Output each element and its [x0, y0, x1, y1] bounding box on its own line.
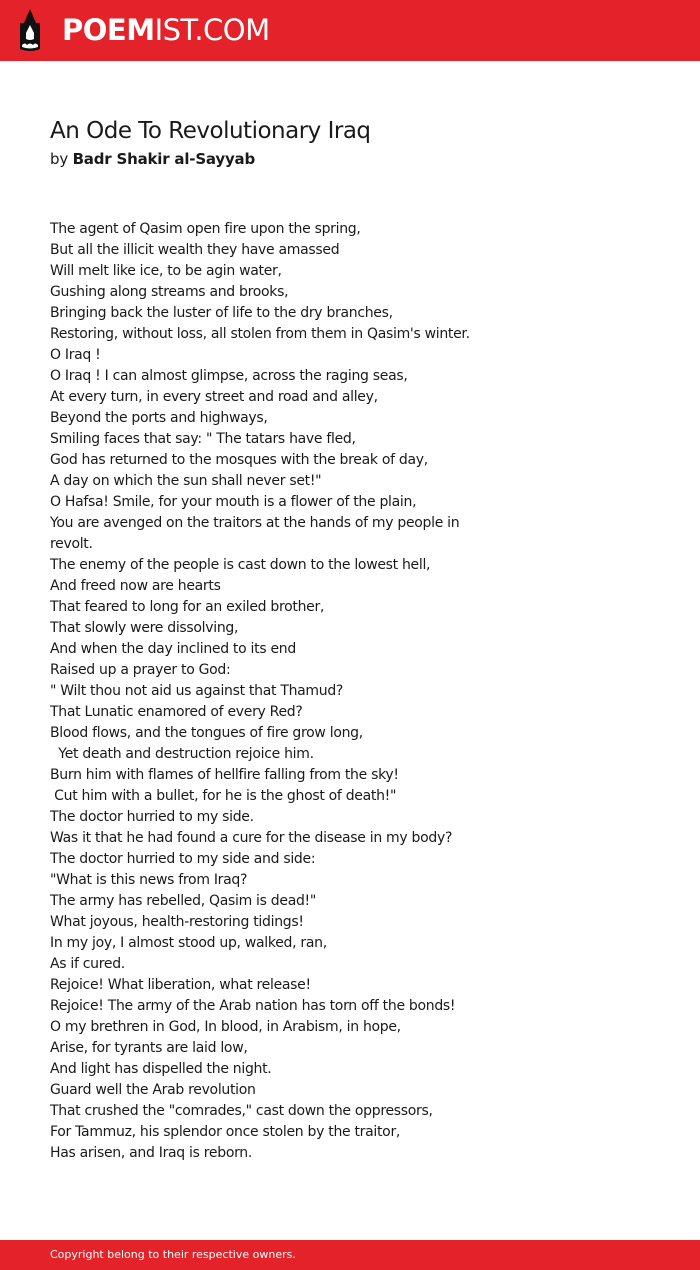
site-logo[interactable]: [62, 12, 270, 48]
poem-line: Burn him with flames of hellfire falling from the sky!: [50, 767, 399, 783]
poem-line: But all the illicit wealth they have amassed: [50, 242, 340, 258]
poem-line: Beyond the ports and highways,: [50, 410, 268, 426]
poem-line: " Wilt thou not aid us against that Thamud?: [50, 683, 344, 699]
poem-line: O Iraq !: [50, 347, 101, 363]
poem-line: Arise, for tyrants are laid low,: [50, 1040, 248, 1056]
site-header: [0, 0, 700, 61]
poem-line: Raised up a prayer to God:: [50, 662, 231, 678]
brand-bold: POEM: [62, 13, 155, 47]
poem-author: Badr Shakir al-Sayyab: [72, 150, 255, 168]
poem-line: That crushed the "comrades," cast down the oppressors,: [50, 1103, 433, 1119]
poem-line: Has arisen, and Iraq is reborn.: [50, 1145, 253, 1161]
poem-body: [50, 219, 650, 1164]
poem-line: O Hafsa! Smile, for your mouth is a flower of the plain,: [50, 494, 417, 510]
poem-line: For Tammuz, his splendor once stolen by the traitor,: [50, 1124, 401, 1140]
poem-line: At every turn, in every street and road and alley,: [50, 389, 378, 405]
poem-line: "What is this news from Iraq?: [50, 872, 248, 888]
poem-title: An Ode To Revolutionary Iraq: [50, 118, 371, 144]
poem-line: What joyous, health-restoring tidings!: [50, 914, 304, 930]
poem-line: Blood flows, and the tongues of fire grow long,: [50, 725, 363, 741]
by-label: by: [50, 150, 68, 168]
poem-line: That slowly were dissolving,: [50, 620, 239, 636]
poem-line: That feared to long for an exiled brother,: [50, 599, 325, 615]
poem-line: Bringing back the luster of life to the dry branches,: [50, 305, 393, 321]
poem-line: O Iraq ! I can almost glimpse, across the raging seas,: [50, 368, 408, 384]
poem-line: And light has dispelled the night.: [50, 1061, 272, 1077]
poem-line: O my brethren in God, In blood, in Arabism, in hope,: [50, 1019, 401, 1035]
poem-line: And when the day inclined to its end: [50, 641, 296, 657]
poem-line: Was it that he had found a cure for the disease in my body?: [50, 830, 453, 846]
poem-line: The doctor hurried to my side and side:: [50, 851, 316, 867]
poem-line: That Lunatic enamored of every Red?: [50, 704, 303, 720]
poem-line: You are avenged on the traitors at the hands of my people in: [50, 515, 460, 531]
poem-line: The agent of Qasim open fire upon the spring,: [50, 221, 361, 237]
poem-line: Restoring, without loss, all stolen from them in Qasim's winter.: [50, 326, 470, 342]
poem-line: In my joy, I almost stood up, walked, ran,: [50, 935, 327, 951]
poem-line: Yet death and destruction rejoice him.: [50, 746, 314, 762]
poem-line: Will melt like ice, to be agin water,: [50, 263, 282, 279]
byline: [50, 149, 255, 169]
poem-line: Rejoice! What liberation, what release!: [50, 977, 311, 993]
site-footer: [0, 1240, 700, 1270]
poem-line: The army has rebelled, Qasim is dead!": [50, 893, 317, 909]
poem-line: A day on which the sun shall never set!": [50, 473, 322, 489]
poem-line: revolt.: [50, 536, 93, 552]
poem-line: Guard well the Arab revolution: [50, 1082, 256, 1098]
poem-line: Cut him with a bullet, for he is the ghost of death!": [50, 788, 397, 804]
poem-line: Rejoice! The army of the Arab nation has torn off the bonds!: [50, 998, 456, 1014]
poem-line: The doctor hurried to my side.: [50, 809, 254, 825]
poem-line: And freed now are hearts: [50, 578, 221, 594]
poem-line: Smiling faces that say: " The tatars have fled,: [50, 431, 356, 447]
poem-line: As if cured.: [50, 956, 125, 972]
copyright-text: Copyright belong to their respective owners.: [50, 1248, 296, 1261]
poem-line: God has returned to the mosques with the break of day,: [50, 452, 428, 468]
poem-line: Gushing along streams and brooks,: [50, 284, 289, 300]
poem-line: The enemy of the people is cast down to the lowest hell,: [50, 557, 431, 573]
brand-light: IST.COM: [154, 13, 270, 47]
pen-nib-icon: [17, 9, 43, 51]
